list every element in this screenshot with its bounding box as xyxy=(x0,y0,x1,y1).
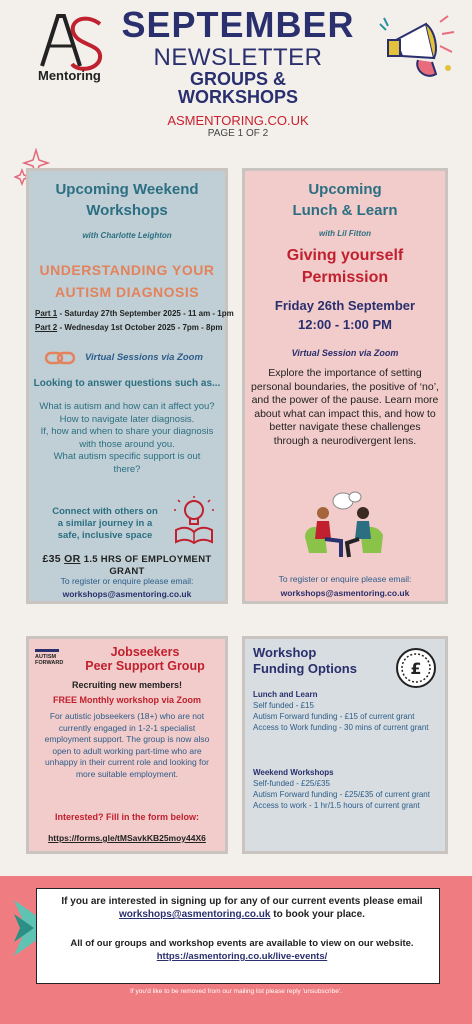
question-1: What is autism and how can it affect you? xyxy=(39,401,215,412)
funding-weekend-2: Autism Forward funding - £25/£35 of current grant xyxy=(253,790,430,799)
funding-lunch-3: Access to Work funding - 30 mins of current grant xyxy=(253,723,429,732)
weekend-questions xyxy=(39,401,215,476)
lunch-learn-panel xyxy=(242,168,448,604)
jobseekers-title xyxy=(65,645,225,673)
part-1-text: - Saturday 27th September 2025 - 11 am - 1pm xyxy=(57,309,234,318)
weekend-headline xyxy=(29,259,225,303)
question-4: What autism specific support is out there? xyxy=(53,451,201,475)
lunch-date: Friday 26th September xyxy=(274,298,416,313)
people-talking-illustration xyxy=(301,491,391,565)
funding-lunch-1: Self funded - £15 xyxy=(253,701,314,710)
funding-weekend-3: Access to work - 1 hr/1.5 hours of current grant xyxy=(253,801,420,810)
footer-signup xyxy=(51,895,433,921)
lunch-register-text: To register or enquire please email: xyxy=(278,574,412,584)
funding-weekend-section xyxy=(253,767,439,811)
part-2-text: - Wednesday 1st October 2025 - 7pm - 8pm xyxy=(57,323,223,332)
funding-title xyxy=(253,645,357,677)
funding-panel xyxy=(242,636,448,854)
lunch-session-label: Virtual Session via Zoom xyxy=(291,348,399,358)
pound-coin-icon xyxy=(395,647,437,689)
weekend-sessions-label: Virtual Sessions via Zoom xyxy=(85,352,203,363)
jobseekers-recruiting: Recruiting new members! xyxy=(71,680,183,690)
funding-title-line-2: Funding Options xyxy=(253,661,357,676)
autism-forward-logo-line-1: AUTISM xyxy=(35,654,57,660)
grant-price: £35 xyxy=(42,553,61,565)
weekend-price xyxy=(29,553,225,577)
question-3: If, how and when to share your diagnosis with those around you. xyxy=(40,426,214,450)
lunch-headline xyxy=(245,245,445,289)
jobseekers-free: FREE Monthly workshop via Zoom xyxy=(52,695,201,705)
title-month: SEPTEMBER xyxy=(121,4,355,45)
autism-forward-logo-line-2: FORWARD xyxy=(35,660,64,666)
megaphone-icon xyxy=(374,10,458,90)
lunch-title-line-2: Lunch & Learn xyxy=(292,202,398,219)
jobseekers-panel xyxy=(26,636,228,854)
question-2: How to navigate later diagnosis. xyxy=(59,413,195,425)
weekend-connect: Connect with others on a similar journey in a safe, inclusive space xyxy=(52,506,158,541)
link-icon xyxy=(45,351,75,365)
title-groups xyxy=(110,70,366,106)
jobseekers-title-line-1: Jobseekers xyxy=(110,645,180,659)
weekend-title-line-1: Upcoming Weekend xyxy=(55,181,199,198)
grant-rest: 1.5 HRS OF EMPLOYMENT GRANT xyxy=(83,554,212,577)
footer xyxy=(0,876,472,1024)
lunch-datetime xyxy=(245,296,445,334)
jobseekers-form-link[interactable]: https://forms.gle/tMSavkKB25moy44X6 xyxy=(48,833,206,843)
grant-or: OR xyxy=(64,553,81,565)
funding-title-line-1: Workshop xyxy=(253,645,317,660)
unsubscribe-note: If you'd like to be removed from our mailing list please reply 'unsubscribe'. xyxy=(130,988,342,995)
title-groups-line-2: WORKSHOPS xyxy=(177,87,298,107)
weekend-workshops-panel xyxy=(26,168,234,604)
weekend-presenter: with Charlotte Leighton xyxy=(82,231,172,240)
weekend-headline-line-2: AUTISM DIAGNOSIS xyxy=(54,284,200,300)
weekend-part-2 xyxy=(35,323,221,332)
autism-forward-logo xyxy=(35,649,65,666)
weekend-title xyxy=(29,179,225,221)
lunch-title-line-1: Upcoming xyxy=(308,181,382,198)
lunch-presenter: with Lil Fitton xyxy=(319,229,371,238)
footer-email-link[interactable]: workshops@asmentoring.co.uk xyxy=(119,909,271,920)
footer-box xyxy=(36,888,440,984)
weekend-title-line-2: Workshops xyxy=(86,202,168,219)
lunch-title xyxy=(245,179,445,221)
title-groups-line-1: GROUPS & xyxy=(189,69,286,89)
lunch-description: Explore the importance of setting personal boundaries, the positive of ‘no’, and the power of the pause. Learn more about what can impact this, and how to better navigate these challenges through a neurodivergent lens. xyxy=(251,367,439,447)
jobseekers-title-line-2: Peer Support Group xyxy=(85,659,205,673)
part-1-label: Part 1 xyxy=(35,309,58,318)
funding-lunch-heading: Lunch and Learn xyxy=(253,690,318,699)
website-link[interactable]: ASMENTORING.CO.UK xyxy=(167,113,309,128)
footer-website xyxy=(51,937,433,963)
part-2-label: Part 2 xyxy=(35,323,58,332)
lunch-email-link[interactable]: workshops@asmentoring.co.uk xyxy=(280,588,410,598)
funding-weekend-1: Self-funded - £25/£35 xyxy=(253,779,330,788)
jobseekers-interested: Interested? Fill in the form below: xyxy=(54,812,199,822)
weekend-part-1 xyxy=(35,309,234,318)
funding-weekend-heading: Weekend Workshops xyxy=(253,768,334,777)
title-newsletter: NEWSLETTER xyxy=(153,44,323,71)
weekend-headline-line-1: UNDERSTANDING YOUR xyxy=(39,262,215,278)
lunch-headline-line-2: Permission xyxy=(301,269,389,286)
funding-lunch-2: Autism Forward funding - £15 of current grant xyxy=(253,712,415,721)
lunch-time: 12:00 - 1:00 PM xyxy=(298,317,392,332)
book-lightbulb-icon xyxy=(174,496,214,544)
weekend-register-text: To register or enquire please email: xyxy=(60,576,194,586)
jobseekers-description: For autistic jobseekers (18+) who are not currently engaged in 1-2-1 specialist employment support. The group is now also open to adult working part-time who are unhappy in their current role and looking for more suitable employment. xyxy=(44,711,210,779)
page-indicator: PAGE 1 OF 2 xyxy=(207,128,269,139)
weekend-email-link[interactable]: workshops@asmentoring.co.uk xyxy=(62,589,192,599)
footer-website-link[interactable]: https://asmentoring.co.uk/live-events/ xyxy=(156,951,328,962)
funding-lunch-section xyxy=(253,689,439,733)
footer-signup-text-a: If you are interested in signing up for any of our current events please email xyxy=(61,896,423,907)
footer-signup-text-b: to book your place. xyxy=(270,909,365,920)
svg-text:£: £ xyxy=(410,659,422,678)
lunch-headline-line-1: Giving yourself xyxy=(286,247,404,264)
weekend-looking: Looking to answer questions such as... xyxy=(33,378,221,389)
footer-website-text: All of our groups and workshop events are available to view on our website. xyxy=(70,938,414,949)
logo-text: Mentoring xyxy=(38,68,101,83)
